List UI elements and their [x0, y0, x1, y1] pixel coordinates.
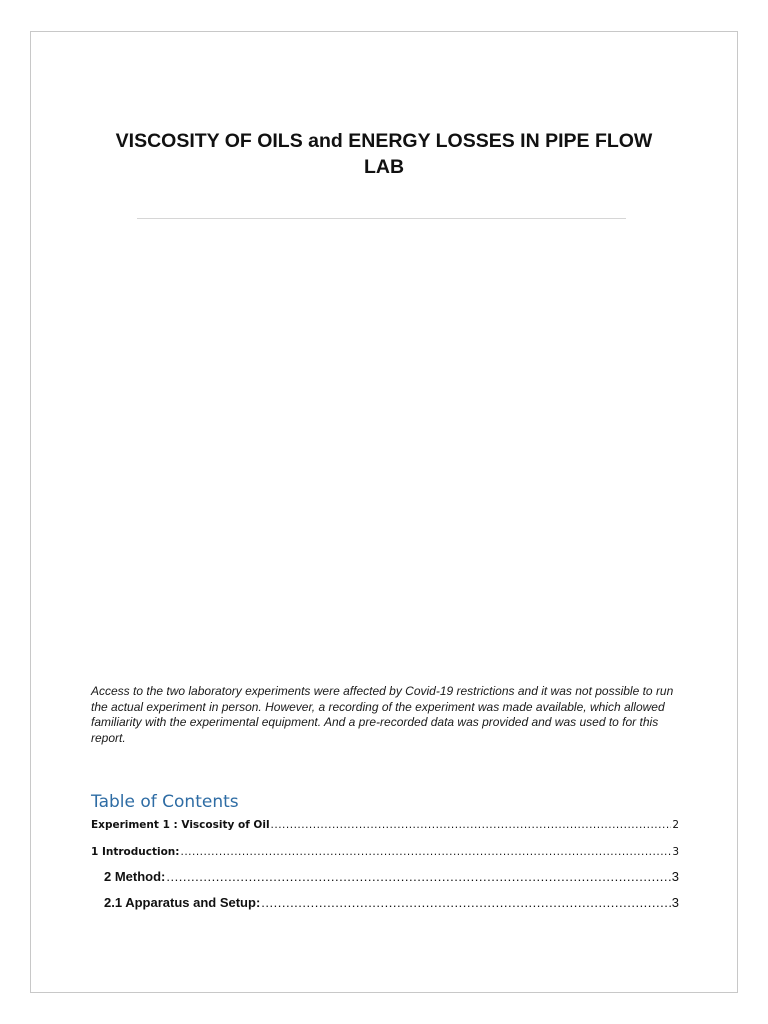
toc-entry-apparatus[interactable]	[104, 895, 679, 910]
toc-leader-dots	[166, 869, 670, 884]
toc-entry-page: 3	[671, 869, 679, 884]
toc-entry-introduction[interactable]	[91, 846, 679, 858]
toc-heading: Table of Contents	[91, 792, 239, 812]
toc-entry-label: 2 Method:	[104, 869, 166, 884]
toc-entry-label: 1 Introduction:	[91, 846, 180, 858]
toc-entry-page: 3	[672, 846, 679, 858]
toc-entry-label: Experiment 1 : Viscosity of Oil	[91, 819, 270, 831]
toc-entry-method[interactable]	[104, 869, 679, 884]
toc-leader-dots	[261, 895, 670, 910]
title-divider	[137, 218, 626, 219]
toc-leader-dots	[180, 846, 671, 858]
document-page	[30, 31, 738, 993]
toc-entry-label: 2.1 Apparatus and Setup:	[104, 895, 261, 910]
title-line-2: LAB	[363, 156, 405, 178]
covid-note: Access to the two laboratory experiments were affected by Covid-19 restrictions and it was not possible to run the actual experiment in person. However, a recording of the experiment was made available, which allowed familiarity with the experimental equipment. And a pre-recorded data was provided and was used to for this report.	[91, 684, 674, 745]
title-line-1: VISCOSITY OF OILS and ENERGY LOSSES IN PIPE FLOW	[115, 130, 653, 152]
document-title	[31, 128, 737, 180]
toc-entry-page: 3	[671, 895, 679, 910]
toc-leader-dots	[271, 819, 672, 831]
toc-entry-page: 2	[672, 819, 679, 831]
toc-entry-experiment-1[interactable]	[91, 819, 679, 831]
